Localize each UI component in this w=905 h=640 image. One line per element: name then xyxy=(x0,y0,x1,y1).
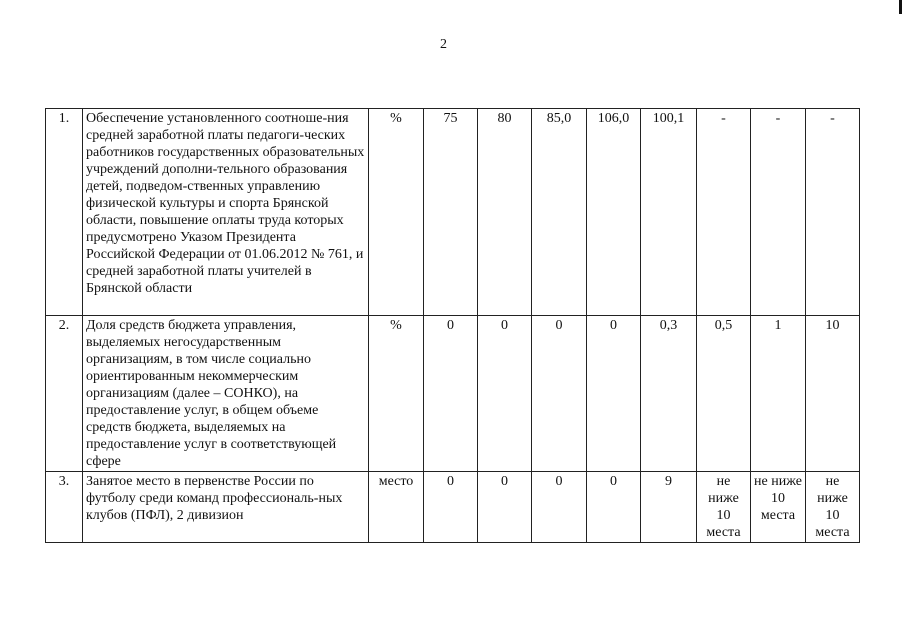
unit-cell: % xyxy=(369,109,424,316)
unit-cell: % xyxy=(369,316,424,472)
value-cell: 0 xyxy=(532,316,587,472)
value-cell: 80 xyxy=(478,109,532,316)
value-cell: 0 xyxy=(587,316,641,472)
value-cell: 0 xyxy=(478,316,532,472)
row-number: 3. xyxy=(46,472,83,543)
page-number: 2 xyxy=(440,37,447,52)
value-cell: 100,1 xyxy=(641,109,697,316)
value-cell: не ниже 10 места xyxy=(697,472,751,543)
value-cell: - xyxy=(751,109,806,316)
value-cell: 10 xyxy=(806,316,860,472)
value-cell: - xyxy=(697,109,751,316)
value-cell: не ниже 10 места xyxy=(806,472,860,543)
value-cell: 0 xyxy=(532,472,587,543)
indicators-table xyxy=(45,108,860,543)
table-row xyxy=(46,316,860,472)
value-cell: 106,0 xyxy=(587,109,641,316)
row-number: 1. xyxy=(46,109,83,316)
value-cell: 9 xyxy=(641,472,697,543)
value-cell: - xyxy=(806,109,860,316)
value-cell: 75 xyxy=(424,109,478,316)
value-cell: 0 xyxy=(424,316,478,472)
value-cell: 1 xyxy=(751,316,806,472)
indicator-description: Обеспечение установленного соотноше-ния средней заработной платы педагоги-ческих работников государственных образовательных учреждений дополни-тельного образования детей, подведом-ственных управлению физической культуры и спорта Брянской области, повышение оплаты труда которых предусмотрено Указом Президента Российской Федерации от 01.06.2012 № 761, и средней заработной платы учителей в Брянской области xyxy=(83,109,369,316)
value-cell: 0,3 xyxy=(641,316,697,472)
row-number: 2. xyxy=(46,316,83,472)
table-row xyxy=(46,109,860,316)
value-cell: 85,0 xyxy=(532,109,587,316)
table-row xyxy=(46,472,860,543)
value-cell: 0,5 xyxy=(697,316,751,472)
indicator-description: Занятое место в первенстве России по футболу среди команд профессиональ-ных клубов (ПФЛ), 2 дивизион xyxy=(83,472,369,543)
unit-cell: место xyxy=(369,472,424,543)
value-cell: 0 xyxy=(478,472,532,543)
indicator-description: Доля средств бюджета управления, выделяемых негосударственным организациям, в том числе социально ориентированным некоммерческим организациям (далее – СОНКО), на предоставление услуг, в общем объеме средств бюджета, выделяемых на предоставление услуг в соответствующей сфере xyxy=(83,316,369,472)
value-cell: 0 xyxy=(587,472,641,543)
value-cell: не ниже 10 места xyxy=(751,472,806,543)
value-cell: 0 xyxy=(424,472,478,543)
scan-edge-mark xyxy=(899,0,902,14)
